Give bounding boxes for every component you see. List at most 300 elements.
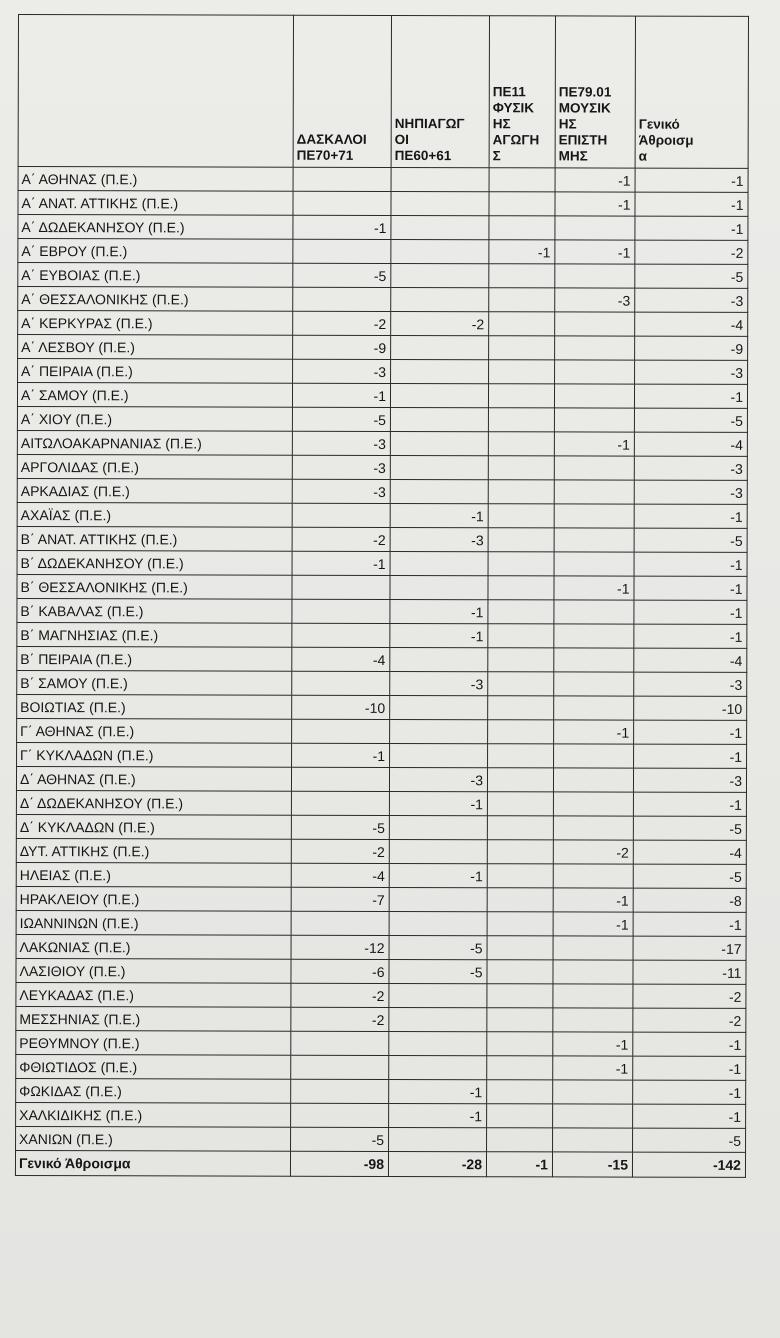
cell-pe70: -2 <box>291 839 389 863</box>
cell-pe11: -1 <box>486 1152 552 1177</box>
table-row <box>18 239 748 265</box>
cell-pe79 <box>553 1128 633 1152</box>
cell-pe70: -4 <box>292 647 390 671</box>
cell-pe70: -12 <box>291 935 389 959</box>
cell-pe11 <box>489 168 555 192</box>
cell-pe11 <box>487 1104 553 1128</box>
cell-pe70 <box>291 1031 389 1055</box>
cell-pe70: -2 <box>291 1007 389 1031</box>
cell-pe11 <box>488 696 554 720</box>
cell-pe79: -1 <box>555 240 635 264</box>
cell-region: Α΄ ΕΒΡΟΥ (Π.Ε.) <box>18 239 293 264</box>
table-row <box>17 478 747 504</box>
cell-total: -1 <box>635 192 748 216</box>
cell-pe70 <box>292 575 390 599</box>
header-line: ΜΗΣ <box>558 148 588 164</box>
cell-region: Α΄ ΣΑΜΟΥ (Π.Ε.) <box>17 383 292 408</box>
cell-pe60: -5 <box>389 935 487 959</box>
cell-pe11: -1 <box>489 240 555 264</box>
table-row <box>16 1030 746 1056</box>
cell-pe11 <box>489 360 555 384</box>
cell-pe60 <box>391 263 489 287</box>
cell-total: -3 <box>634 672 747 696</box>
cell-total: -1 <box>634 600 747 624</box>
cell-pe60 <box>389 1127 487 1151</box>
allocation-table <box>15 14 749 1178</box>
header-line: ΗΣ <box>558 116 577 132</box>
cell-pe79 <box>554 624 634 648</box>
header-pe70 <box>293 15 391 167</box>
cell-pe79 <box>555 264 635 288</box>
cell-pe79: -1 <box>553 888 633 912</box>
cell-pe70: -9 <box>293 335 391 359</box>
cell-pe11 <box>489 216 555 240</box>
table-row <box>16 814 746 840</box>
cell-total: -5 <box>635 264 748 288</box>
cell-region: Β΄ ΜΑΓΝΗΣΙΑΣ (Π.Ε.) <box>17 622 292 647</box>
table-row <box>18 263 748 289</box>
cell-pe11 <box>487 768 553 792</box>
cell-pe70: -5 <box>292 407 390 431</box>
cell-region: Α΄ ΘΕΣΣΑΛΟΝΙΚΗΣ (Π.Ε.) <box>18 287 293 312</box>
cell-pe70 <box>293 167 391 191</box>
cell-pe60 <box>389 911 487 935</box>
cell-pe60 <box>390 647 488 671</box>
table-row <box>18 311 748 337</box>
header-line: ΜΟΥΣΙΚ <box>558 100 611 116</box>
table-row <box>16 862 746 888</box>
cell-pe11 <box>487 864 553 888</box>
table-row <box>16 1126 746 1152</box>
cell-region: Α΄ ΔΩΔΕΚΑΝΗΣΟΥ (Π.Ε.) <box>18 215 293 240</box>
table-row <box>17 574 747 600</box>
cell-pe11 <box>487 840 553 864</box>
cell-pe79 <box>554 672 634 696</box>
header-line: α <box>638 148 647 164</box>
cell-pe79 <box>555 360 635 384</box>
table-row <box>17 406 747 432</box>
cell-pe79 <box>554 528 634 552</box>
cell-region: ΛΕΥΚΑΔΑΣ (Π.Ε.) <box>16 982 291 1007</box>
cell-total: -1 <box>633 1032 746 1056</box>
cell-pe60 <box>389 887 487 911</box>
cell-total: -3 <box>634 456 747 480</box>
cell-pe11 <box>487 960 553 984</box>
cell-pe11 <box>489 264 555 288</box>
cell-region: Β΄ ΚΑΒΑΛΑΣ (Π.Ε.) <box>17 598 292 623</box>
header-line: ΕΠΙΣΤΗ <box>558 132 608 148</box>
cell-pe11 <box>487 984 553 1008</box>
cell-pe60: -1 <box>389 1079 487 1103</box>
cell-pe11 <box>488 552 554 576</box>
cell-pe60 <box>389 1031 487 1055</box>
cell-pe79: -1 <box>555 168 635 192</box>
cell-pe70 <box>291 911 389 935</box>
cell-region: Δ΄ ΔΩΔΕΚΑΝΗΣΟΥ (Π.Ε.) <box>16 790 291 815</box>
cell-region: ΑΙΤΩΛΟΑΚΑΡΝΑΝΙΑΣ (Π.Ε.) <box>17 430 292 455</box>
cell-pe79 <box>553 1080 633 1104</box>
cell-region: Γ΄ ΑΘΗΝΑΣ (Π.Ε.) <box>17 718 292 743</box>
cell-pe79: -1 <box>553 912 633 936</box>
cell-pe11 <box>488 744 554 768</box>
cell-pe70 <box>291 1055 389 1079</box>
cell-pe79: -15 <box>552 1152 632 1177</box>
cell-pe79 <box>553 984 633 1008</box>
table-row <box>16 1102 746 1128</box>
cell-total: -17 <box>633 936 746 960</box>
cell-pe70: -2 <box>293 311 391 335</box>
cell-pe60 <box>391 191 489 215</box>
cell-pe60 <box>390 695 488 719</box>
cell-region: ΧΑΛΚΙΔΙΚΗΣ (Π.Ε.) <box>16 1102 291 1127</box>
cell-region: ΦΩΚΙΔΑΣ (Π.Ε.) <box>16 1078 291 1103</box>
cell-region: Α΄ ΚΕΡΚΥΡΑΣ (Π.Ε.) <box>18 311 293 336</box>
table-row <box>17 383 747 409</box>
table-row <box>16 1078 746 1104</box>
table-row <box>17 622 747 648</box>
table-row <box>18 335 748 361</box>
cell-pe70 <box>293 239 391 263</box>
cell-total: -5 <box>634 408 747 432</box>
table-row <box>18 215 748 241</box>
cell-pe79 <box>555 216 635 240</box>
cell-pe70: -5 <box>293 263 391 287</box>
cell-pe70: -10 <box>292 695 390 719</box>
header-line: ΠΕ70+71 <box>296 147 354 163</box>
cell-region: Β΄ ΔΩΔΕΚΑΝΗΣΟΥ (Π.Ε.) <box>17 550 292 575</box>
cell-total: -4 <box>634 648 747 672</box>
cell-pe60 <box>391 287 489 311</box>
cell-region: ΑΧΑΪΑΣ (Π.Ε.) <box>17 502 292 527</box>
table-row <box>17 646 747 672</box>
table-row <box>17 526 747 552</box>
cell-pe79: -3 <box>555 288 635 312</box>
header-line: ΟΙ <box>394 131 409 148</box>
cell-pe60 <box>391 215 489 239</box>
cell-total: -1 <box>634 384 747 408</box>
cell-pe11 <box>487 1008 553 1032</box>
cell-pe70: -3 <box>292 455 390 479</box>
header-line: ΠΕ79.01 <box>558 84 612 100</box>
cell-pe11 <box>489 288 555 312</box>
table-row <box>16 766 746 792</box>
cell-pe60: -1 <box>390 599 488 623</box>
table-row <box>17 454 747 480</box>
table-row <box>16 1006 746 1032</box>
cell-pe60 <box>390 407 488 431</box>
table-body <box>15 167 748 1178</box>
cell-pe11 <box>487 912 553 936</box>
cell-region: ΗΡΑΚΛΕΙΟΥ (Π.Ε.) <box>16 886 291 911</box>
cell-pe70: -1 <box>292 743 390 767</box>
cell-region: Α΄ ΠΕΙΡΑΙΑ (Π.Ε.) <box>18 359 293 384</box>
header-pe11 <box>489 16 555 168</box>
cell-pe70 <box>293 287 391 311</box>
cell-pe79 <box>555 336 635 360</box>
cell-total: -3 <box>633 768 746 792</box>
cell-total: -1 <box>634 552 747 576</box>
cell-pe70: -98 <box>290 1151 388 1176</box>
cell-pe60 <box>390 431 488 455</box>
cell-total: -5 <box>633 1128 746 1152</box>
cell-pe60: -1 <box>390 503 488 527</box>
cell-pe11 <box>487 888 553 912</box>
cell-pe60 <box>390 575 488 599</box>
cell-total: -4 <box>633 840 746 864</box>
cell-pe79: -1 <box>554 720 634 744</box>
cell-pe70: -3 <box>292 431 390 455</box>
cell-pe79: -1 <box>554 576 634 600</box>
header-row <box>18 15 748 169</box>
cell-total: -1 <box>633 1080 746 1104</box>
table-row <box>18 287 748 313</box>
cell-region: ΛΑΚΩΝΙΑΣ (Π.Ε.) <box>16 934 291 959</box>
cell-total: -1 <box>634 576 747 600</box>
cell-pe79 <box>553 816 633 840</box>
cell-pe70 <box>292 671 390 695</box>
cell-pe11 <box>487 1032 553 1056</box>
cell-total: -1 <box>633 1056 746 1080</box>
table-row <box>17 550 747 576</box>
cell-total: -8 <box>633 888 746 912</box>
cell-pe11 <box>488 720 554 744</box>
cell-pe11 <box>487 792 553 816</box>
table-row <box>16 790 746 816</box>
table-row <box>18 167 748 193</box>
cell-pe11 <box>487 1080 553 1104</box>
table-row <box>16 934 746 960</box>
cell-pe11 <box>489 192 555 216</box>
cell-pe70: -2 <box>292 527 390 551</box>
cell-total: -1 <box>635 216 748 240</box>
cell-pe79: -1 <box>555 192 635 216</box>
cell-pe60 <box>390 719 488 743</box>
cell-pe79: -2 <box>553 840 633 864</box>
cell-region: ΑΡΚΑΔΙΑΣ (Π.Ε.) <box>17 478 292 503</box>
cell-total: -3 <box>635 288 748 312</box>
cell-pe60: -3 <box>390 527 488 551</box>
table-row <box>16 838 746 864</box>
cell-pe60: -3 <box>389 767 487 791</box>
table-row <box>16 958 746 984</box>
cell-pe79 <box>554 504 634 528</box>
cell-region: ΛΑΣΙΘΙΟΥ (Π.Ε.) <box>16 958 291 983</box>
cell-pe70 <box>292 503 390 527</box>
cell-pe79: -1 <box>553 1032 633 1056</box>
cell-pe60 <box>390 743 488 767</box>
cell-pe60 <box>391 239 489 263</box>
cell-pe11 <box>489 312 555 336</box>
cell-region: ΒΟΙΩΤΙΑΣ (Π.Ε.) <box>17 694 292 719</box>
cell-pe11 <box>487 816 553 840</box>
cell-pe60 <box>389 983 487 1007</box>
cell-total: -1 <box>634 504 747 528</box>
cell-pe60: -3 <box>390 671 488 695</box>
cell-total: -2 <box>633 1008 746 1032</box>
table-row <box>17 742 747 768</box>
cell-region: Α΄ ΑΘΗΝΑΣ (Π.Ε.) <box>18 167 293 192</box>
cell-pe70: -7 <box>291 887 389 911</box>
cell-pe11 <box>488 504 554 528</box>
cell-region: Γενικό Άθροισμα <box>15 1150 290 1176</box>
header-line: Γενικό <box>638 116 680 132</box>
cell-pe79 <box>554 552 634 576</box>
header-line <box>22 163 291 164</box>
header-line: Σ <box>492 148 501 164</box>
cell-region: Α΄ ΕΥΒΟΙΑΣ (Π.Ε.) <box>18 263 293 288</box>
cell-total: -3 <box>635 360 748 384</box>
table-row <box>17 598 747 624</box>
cell-region: ΔΥΤ. ΑΤΤΙΚΗΣ (Π.Ε.) <box>16 838 291 863</box>
header-pe60 <box>391 15 489 167</box>
cell-total: -2 <box>633 984 746 1008</box>
cell-pe11 <box>488 384 554 408</box>
cell-pe79 <box>553 792 633 816</box>
cell-region: Α΄ ΧΙΟΥ (Π.Ε.) <box>17 406 292 431</box>
cell-pe79 <box>553 960 633 984</box>
cell-pe70: -4 <box>291 863 389 887</box>
cell-pe11 <box>487 1128 553 1152</box>
cell-pe60 <box>389 1055 487 1079</box>
cell-region: Α΄ ΛΕΣΒΟΥ (Π.Ε.) <box>18 335 293 360</box>
cell-region: ΡΕΘΥΜΝΟΥ (Π.Ε.) <box>16 1030 291 1055</box>
cell-pe60: -1 <box>389 1103 487 1127</box>
cell-pe79 <box>554 744 634 768</box>
cell-total: -9 <box>635 336 748 360</box>
cell-pe70 <box>291 1103 389 1127</box>
cell-pe60 <box>389 1007 487 1031</box>
header-line: ΗΣ <box>492 116 511 132</box>
cell-pe60 <box>389 839 487 863</box>
cell-region: Α΄ ΑΝΑΤ. ΑΤΤΙΚΗΣ (Π.Ε.) <box>18 191 293 216</box>
header-pe79 <box>555 16 635 168</box>
cell-region: ΜΕΣΣΗΝΙΑΣ (Π.Ε.) <box>16 1006 291 1031</box>
cell-pe70: -2 <box>291 983 389 1007</box>
header-line: ΑΓΩΓΗ <box>492 132 540 148</box>
cell-total: -4 <box>634 432 747 456</box>
header-line: Άθροισμ <box>638 132 694 148</box>
table-row <box>17 502 747 528</box>
cell-pe70: -6 <box>291 959 389 983</box>
cell-pe11 <box>488 672 554 696</box>
cell-pe70: -1 <box>292 383 390 407</box>
header-line: ΔΑΣΚΑΛΟΙ <box>296 131 367 147</box>
cell-pe11 <box>488 528 554 552</box>
cell-pe60 <box>391 335 489 359</box>
header-line: ΝΗΠΙΑΓΩΓ <box>394 115 465 132</box>
cell-pe79 <box>554 408 634 432</box>
cell-total: -5 <box>633 864 746 888</box>
cell-total: -1 <box>634 720 747 744</box>
cell-pe11 <box>488 576 554 600</box>
cell-pe60: -2 <box>391 311 489 335</box>
cell-total: -10 <box>634 696 747 720</box>
header-line: ΠΕ60+61 <box>394 147 452 164</box>
cell-pe70: -3 <box>293 359 391 383</box>
header-region <box>18 15 293 168</box>
table-row <box>16 886 746 912</box>
cell-region: ΦΘΙΩΤΙΔΟΣ (Π.Ε.) <box>16 1054 291 1079</box>
cell-total: -5 <box>633 816 746 840</box>
cell-pe60 <box>390 383 488 407</box>
cell-pe79: -1 <box>553 1056 633 1080</box>
cell-pe79 <box>554 480 634 504</box>
cell-total: -1 <box>633 1104 746 1128</box>
cell-region: Β΄ ΣΑΜΟΥ (Π.Ε.) <box>17 670 292 695</box>
cell-pe60 <box>389 815 487 839</box>
cell-pe79 <box>553 1008 633 1032</box>
cell-pe60: -1 <box>389 791 487 815</box>
cell-total: -3 <box>634 480 747 504</box>
cell-pe11 <box>487 936 553 960</box>
cell-total: -1 <box>634 744 747 768</box>
cell-total: -2 <box>635 240 748 264</box>
cell-pe70 <box>291 791 389 815</box>
cell-pe11 <box>488 432 554 456</box>
cell-pe11 <box>487 1056 553 1080</box>
cell-pe11 <box>488 600 554 624</box>
cell-pe11 <box>488 456 554 480</box>
cell-pe60 <box>390 551 488 575</box>
cell-pe70: -5 <box>291 1127 389 1151</box>
cell-region: Δ΄ ΑΘΗΝΑΣ (Π.Ε.) <box>16 766 291 791</box>
cell-pe11 <box>488 624 554 648</box>
header-line: ΠΕ11 <box>492 84 526 100</box>
cell-pe60 <box>391 167 489 191</box>
cell-pe79 <box>555 312 635 336</box>
cell-pe70 <box>291 767 389 791</box>
cell-total: -1 <box>633 792 746 816</box>
cell-pe11 <box>488 408 554 432</box>
table-row <box>18 191 748 217</box>
cell-pe79: -1 <box>554 432 634 456</box>
cell-region: ΧΑΝΙΩΝ (Π.Ε.) <box>16 1126 291 1151</box>
table-row <box>16 982 746 1008</box>
cell-pe79 <box>554 600 634 624</box>
cell-pe79 <box>554 648 634 672</box>
cell-pe70: -3 <box>292 479 390 503</box>
cell-total: -4 <box>635 312 748 336</box>
cell-pe70: -5 <box>291 815 389 839</box>
cell-pe70: -1 <box>293 215 391 239</box>
cell-region: ΑΡΓΟΛΙΔΑΣ (Π.Ε.) <box>17 454 292 479</box>
table-row <box>17 718 747 744</box>
cell-region: Γ΄ ΚΥΚΛΑΔΩΝ (Π.Ε.) <box>17 742 292 767</box>
cell-pe79 <box>554 696 634 720</box>
cell-pe60: -5 <box>389 959 487 983</box>
cell-pe70 <box>293 191 391 215</box>
cell-total: -1 <box>635 168 748 192</box>
cell-pe79 <box>554 456 634 480</box>
cell-pe79 <box>553 864 633 888</box>
cell-region: Δ΄ ΚΥΚΛΑΔΩΝ (Π.Ε.) <box>16 814 291 839</box>
table-row <box>16 910 746 936</box>
cell-region: Β΄ ΑΝΑΤ. ΑΤΤΙΚΗΣ (Π.Ε.) <box>17 526 292 551</box>
total-row <box>15 1150 745 1177</box>
cell-pe79 <box>553 936 633 960</box>
cell-pe70 <box>292 623 390 647</box>
cell-pe60 <box>390 455 488 479</box>
cell-pe79 <box>554 384 634 408</box>
cell-pe60: -28 <box>388 1151 486 1176</box>
cell-pe60: -1 <box>390 623 488 647</box>
cell-pe11 <box>488 648 554 672</box>
table-row <box>17 694 747 720</box>
cell-region: Β΄ ΘΕΣΣΑΛΟΝΙΚΗΣ (Π.Ε.) <box>17 574 292 599</box>
cell-pe11 <box>488 480 554 504</box>
cell-pe11 <box>489 336 555 360</box>
cell-total: -1 <box>633 912 746 936</box>
